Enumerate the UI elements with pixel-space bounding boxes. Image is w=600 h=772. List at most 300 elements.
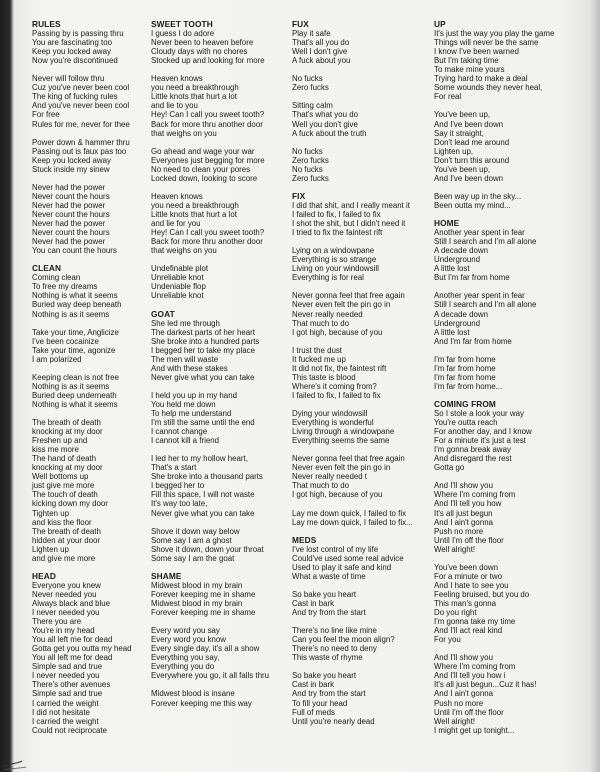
stanza [151, 391, 269, 445]
lyric-line: I shot the shit, but I didn't need it [292, 219, 406, 229]
lyric-line: Locked down, looking to score [151, 173, 258, 183]
lyric-line: Cast in bark [292, 680, 335, 690]
lyric-line: Forever keeping me this way [151, 698, 252, 708]
lyric-line: You're outta reach [434, 418, 498, 428]
lyric-line: For you [434, 635, 461, 645]
lyric-line: And I'll act real kind [434, 626, 503, 636]
lyric-line: Simple sad and true [32, 662, 103, 672]
lyric-line: A decade down [434, 309, 488, 319]
lyric-line: And I'll show you [434, 481, 493, 491]
stanza [151, 454, 269, 517]
lyric-line: that weighs on you [151, 128, 217, 138]
lyric-line: Stuck inside my sinew [32, 164, 110, 174]
lyric-line: Nothing is as it seems [32, 381, 110, 391]
lyric-line: No fucks [292, 164, 323, 174]
stanza [434, 228, 554, 282]
lyric-line: She led me through [151, 318, 220, 328]
lyric-line: you need a breakthrough [151, 200, 239, 210]
lyric-line: Living on your windowsill [292, 264, 379, 274]
lyric-line: For a minute it's just a test [434, 436, 526, 446]
lyrics-column-1 [32, 20, 132, 744]
stanza [292, 201, 413, 237]
lyric-line: Used to play it safe and kind [292, 562, 392, 572]
lyric-line: That's a start [151, 463, 197, 473]
stanza [434, 481, 554, 553]
lyric-line: So bake you heart [292, 671, 357, 681]
song-title: RULES [32, 19, 61, 29]
lyric-line: Zero fucks [292, 173, 329, 183]
lyric-line: A fuck about the truth [292, 128, 367, 138]
lyric-line: kiss me more [32, 445, 79, 455]
lyric-line: that weighs on you [151, 246, 217, 256]
lyric-line: Never had the power [32, 200, 106, 210]
lyric-line: Never had the power [32, 182, 106, 192]
stanza [151, 74, 269, 137]
lyric-line: Gotta go [434, 463, 465, 473]
lyric-line: Never even felt the pin go in [292, 463, 391, 473]
lyric-line: knocking at my door [32, 463, 103, 473]
stanza [151, 527, 269, 563]
lyric-line: Everything seems the same [292, 436, 390, 446]
stanza [292, 29, 413, 65]
song-block [292, 192, 413, 527]
lyric-line: To help me understand [151, 409, 232, 419]
lyric-line: and kiss the floor [32, 517, 92, 527]
lyric-line: Cast in bark [292, 599, 335, 608]
song-block [151, 572, 269, 708]
song-title: FIX [292, 190, 306, 201]
lyric-line: Say it straight, [434, 128, 484, 138]
lyric-line: I held you up in my hand [151, 390, 237, 400]
lyric-line: Heaven knows [151, 74, 203, 84]
lyric-line: you need a breakthrough [151, 83, 239, 93]
lyric-line: and lie for you [151, 219, 201, 229]
stanza [32, 273, 132, 318]
lyric-line: A little lost [434, 264, 470, 274]
lyric-line: Tighten up [32, 508, 69, 518]
lyric-line: I'm far from home [434, 354, 496, 364]
lyric-line: I've lost control of my life [292, 544, 379, 554]
lyric-line: Push no more [434, 526, 484, 536]
lyric-line: Where I'm coming from [434, 490, 516, 500]
lyric-line: Could've used some real advice [292, 553, 404, 563]
lyric-line: I did that shit, and I really meant it [292, 200, 410, 210]
lyric-line: The breath of death [32, 526, 101, 536]
lyric-line: Been outta my mind... [434, 200, 511, 210]
lyric-line: Could not reciprocate [32, 725, 108, 735]
lyric-line: Sitting calm [292, 101, 333, 111]
lyrics-column-2 [151, 20, 269, 717]
stanza [32, 418, 132, 563]
lyric-line: Forever keeping me in shame [151, 608, 256, 618]
song-title: SHAME [151, 570, 182, 581]
lyric-line: Hey! Can I call you sweet tooth? [151, 110, 265, 120]
stanza [32, 138, 132, 174]
lyric-line: Still I search and I'm all alone [434, 237, 537, 247]
lyric-line: Cuz you've never been cool [32, 83, 130, 93]
lyric-line: And you've never been cool [32, 101, 130, 111]
lyric-line: Never needed you [32, 589, 97, 599]
lyric-line: Dying your windowsill [292, 409, 368, 419]
stanza [292, 147, 413, 183]
stanza [151, 689, 269, 707]
stanza [32, 183, 132, 255]
lyric-line: Every word you say [151, 626, 220, 636]
lyric-line: knocking at my door [32, 427, 103, 437]
lyric-line: That much to do [292, 318, 350, 328]
song-block [434, 20, 554, 210]
lyric-line: This waste of rhyme [292, 653, 363, 663]
lyric-line: Trying hard to make a deal [434, 74, 528, 84]
lyric-line: You held me down [151, 399, 216, 409]
lyric-line: I'm gonna take my time [434, 617, 516, 627]
lyric-line: I trust the dust [292, 345, 342, 355]
lyric-line: But I'm taking time [434, 56, 499, 66]
lyric-line: This man's gonna [434, 599, 497, 608]
stanza [434, 563, 554, 644]
lyric-line: For real [434, 92, 462, 102]
lyric-line: Everywhere you go, it all falls thru [151, 671, 269, 681]
lyric-line: Lying on a windowpane [292, 246, 375, 256]
lyric-line: Some wounds they never heal, [434, 83, 543, 93]
lyric-line: There's no line like mine [292, 626, 377, 636]
lyric-line: Feeling bruised, but you do [434, 589, 530, 599]
lyric-line: I failed to fix, I failed to fix [292, 390, 381, 400]
lyric-line: Unreliable knot [151, 291, 204, 301]
lyric-line: Freshen up and [32, 436, 88, 446]
song-title: SWEET TOOTH [151, 19, 213, 29]
lyric-line: Still I search and I'm all alone [434, 300, 537, 310]
lyric-line: hidden at your door [32, 535, 100, 545]
lyric-line: Everything you say, [151, 653, 220, 663]
lyric-line: Living through a windowpane [292, 427, 395, 437]
stanza [292, 454, 413, 499]
lyric-line: Some say I am the goat [151, 553, 235, 563]
lyric-line: For free [32, 110, 60, 120]
lyric-line: Little knots that hurt a lot [151, 209, 237, 219]
lyric-line: Until I'm off the floor [434, 535, 504, 545]
stanza [434, 110, 554, 182]
lyric-line: So I stole a look your way [434, 409, 524, 419]
lyric-line: Everything is for real [292, 273, 364, 283]
lyric-line: The breath of death [32, 418, 101, 428]
stanza [151, 319, 269, 382]
lyric-line: Stocked up and looking for more [151, 56, 265, 66]
lyric-line: Do you right [434, 608, 477, 618]
lyric-line: Where's it coming from? [292, 381, 377, 391]
lyric-line: Well you don't give [292, 119, 358, 129]
lyric-line: Well I don't give [292, 47, 348, 57]
lyric-line: Until I'm off the floor [434, 707, 504, 717]
lyric-line: Never really needed t [292, 472, 368, 482]
stanza [292, 246, 413, 282]
lyric-line: and lie to you [151, 101, 198, 111]
stanza [151, 147, 269, 183]
lyric-line: What a waste of time [292, 571, 366, 581]
lyric-line: And I'll show you [434, 653, 493, 663]
stanza [292, 101, 413, 137]
lyric-line: Don't turn this around [434, 155, 510, 165]
lyric-line: Lay me down quick, I failed to fix [292, 508, 407, 518]
lyric-line: Everyone you knew [32, 580, 101, 590]
lyric-line: And I'm far from home [434, 336, 512, 346]
lyric-line: That's all you do [292, 38, 350, 48]
stanza [32, 29, 132, 65]
stanza [32, 581, 132, 735]
lyric-line: Can you feel the moon align? [292, 635, 395, 645]
stanza [292, 590, 413, 617]
stanza [292, 509, 413, 527]
lyric-line: You've been up, [434, 110, 491, 120]
lyric-line: That much to do [292, 481, 350, 491]
lyric-line: I carried the weight [32, 698, 99, 708]
lyric-line: Lay me down quick, I failed to fix... [292, 517, 413, 527]
lyrics-column-3 [292, 20, 413, 735]
song-title: HOME [434, 218, 460, 229]
lyric-line: There you are [32, 617, 82, 627]
lyric-line: It fucked me up [292, 354, 346, 364]
lyric-line: Never been to heaven before [151, 38, 254, 48]
lyric-line: kicking down my door [32, 499, 108, 509]
lyric-line: Little knots that hurt a lot [151, 92, 237, 102]
lyrics-column-4 [434, 20, 554, 744]
lyric-line: And I've been down [434, 119, 504, 129]
lyric-line: I failed to fix, I failed to fix [292, 209, 381, 219]
lyric-line: Always black and blue [32, 599, 111, 608]
song-title: UP [434, 19, 446, 29]
lyric-line: Unreliable knot [151, 273, 204, 283]
lyric-line: Back for more thru another door [151, 119, 263, 129]
lyric-line: Well alright! [434, 716, 476, 726]
lyric-line: I led her to my hollow heart, [151, 454, 248, 464]
lyric-line: And with these stakes [151, 363, 228, 373]
song-block [292, 536, 413, 726]
stanza [292, 626, 413, 662]
lyric-line: I tried to fix the faintest rift [292, 228, 383, 238]
lyric-line: Keep you locked away [32, 47, 111, 57]
lyric-line: Keeping clean is not free [32, 372, 119, 382]
lyric-line: The hand of death [32, 454, 97, 464]
lyric-line: Go ahead and wage your war [151, 146, 255, 156]
lyric-line: And I hate to see you [434, 580, 509, 590]
lyric-line: Where I'm coming from [434, 662, 516, 672]
lyric-line: To make mine yours [434, 65, 505, 75]
lyric-line: The men will waste [151, 354, 219, 364]
stanza [434, 409, 554, 472]
lyric-line: Undeniable flop [151, 282, 206, 292]
lyric-line: Play it safe [292, 29, 331, 39]
lyric-line: I know I've been warned [434, 47, 519, 57]
stanza [292, 346, 413, 400]
stanza [434, 29, 554, 101]
stanza [151, 29, 269, 65]
lyric-line: I'm still the same until the end [151, 418, 255, 428]
lyric-line: For a minute or two [434, 571, 502, 581]
lyric-line: I've been cocainize [32, 336, 99, 346]
lyric-line: I'm far from home... [434, 381, 503, 391]
lyric-line: Full of meds [292, 707, 335, 717]
lyric-line: And disregard the rest [434, 454, 512, 464]
lyric-line: You've been up, [434, 164, 491, 174]
stanza [292, 74, 413, 92]
lyric-line: And try from the start [292, 608, 366, 618]
lyric-line: I'm gonna break away [434, 445, 511, 455]
lyric-line: Never count the hours [32, 228, 110, 238]
lyric-line: For another day, and I know [434, 427, 532, 437]
lyric-line: Everything is so strange [292, 255, 377, 265]
stanza [292, 409, 413, 445]
lyric-line: It did not fix, the faintest rift [292, 363, 387, 373]
song-title: FUX [292, 19, 309, 29]
lyric-line: A fuck about you [292, 56, 351, 66]
lyric-line: Shove it down way below [151, 526, 240, 536]
lyric-line: Gotta get you outta my head [32, 644, 132, 654]
lyric-line: Now you're discontinued [32, 56, 118, 66]
lyric-line: Until you're nearly dead [292, 716, 375, 726]
lyric-line: Zero fucks [292, 155, 329, 165]
lyric-line: There's no need to deny [292, 644, 377, 654]
lyric-line: You all left me for dead [32, 635, 113, 645]
lyric-line: Never had the power [32, 237, 106, 247]
lyric-line: It's all just begun...Cuz it has! [434, 680, 537, 690]
lyric-line: Been way up in the sky... [434, 191, 522, 201]
song-block [151, 310, 269, 563]
lyric-line: A little lost [434, 327, 470, 337]
lyric-line: I might get up tonight... [434, 725, 515, 735]
lyric-line: Power down & hammer thru [32, 137, 130, 147]
song-block [434, 400, 554, 735]
lyric-line: Heaven knows [151, 191, 203, 201]
stanza [292, 671, 413, 725]
lyric-line: I did not hesitate [32, 707, 90, 717]
lyric-line: Every single day, it's all a show [151, 644, 260, 654]
lyric-line: just give me more [32, 481, 95, 491]
lyric-line: But I'm far from home [434, 273, 510, 283]
lyric-line: Midwest blood is insane [151, 689, 235, 699]
lyric-line: Fill this space, I will not waste [151, 490, 255, 500]
lyric-line: Midwest blood in my brain [151, 599, 243, 608]
lyric-line: And try from the start [292, 689, 366, 699]
song-title: COMING FROM [434, 398, 496, 409]
lyric-line: Nothing is what it seems [32, 399, 118, 409]
lyric-line: She broke into a thousand parts [151, 472, 263, 482]
stanza [151, 264, 269, 300]
lyric-line: And I'll tell you how [434, 499, 502, 509]
lyric-line: She broke into a hundred parts [151, 336, 260, 346]
stanza [151, 192, 269, 255]
lyric-line: The king of fucking rules [32, 92, 118, 102]
lyric-line: This taste is blood [292, 372, 356, 382]
lyric-line: Lighten up [32, 544, 69, 554]
lyric-line: Undefinable plot [151, 264, 209, 274]
lyric-line: To free my dreams [32, 282, 98, 292]
lyric-line: Simple sad and true [32, 689, 103, 699]
lyric-line: I carried the weight [32, 716, 99, 726]
lyric-line: Take your time, Anglicize [32, 327, 119, 337]
stanza [151, 626, 269, 680]
lyric-line: And I'll tell you how i [434, 671, 506, 681]
lyric-line: Keep you locked away [32, 155, 111, 165]
lyric-line: I begged her to [151, 481, 205, 491]
stanza [434, 291, 554, 345]
lyric-line: Some say I am a ghost [151, 535, 232, 545]
song-block [32, 20, 132, 255]
stanza [434, 653, 554, 734]
lyric-line: Cloudy days with no chores [151, 47, 248, 57]
lyric-line: No fucks [292, 146, 323, 156]
lyric-line: I cannot kill a friend [151, 436, 219, 446]
lyric-line: Another year spent in fear [434, 228, 525, 238]
lyric-line: Never even felt the pin go in [292, 300, 391, 310]
lyric-line: There's other avenues [32, 680, 111, 690]
lyric-line: Never will follow thru [32, 74, 105, 84]
lyric-line: And I ain't gonna [434, 689, 493, 699]
lyric-line: Nothing is as it seems [32, 309, 110, 319]
lyric-line: Rules for me, never for thee [32, 119, 130, 129]
stanza [434, 192, 554, 210]
lyric-line: You've been down [434, 562, 498, 572]
stanza [292, 291, 413, 336]
lyric-line: Passing by is passing thru [32, 29, 124, 39]
lyric-line: Everything is wonderful [292, 418, 374, 428]
lyric-line: A decade down [434, 246, 488, 256]
lyric-line: It's just the way you play the game [434, 29, 555, 39]
stanza [32, 74, 132, 128]
lyric-line: To fill your head [292, 698, 348, 708]
song-block [292, 20, 413, 183]
lyric-line: Nothing is what it seems [32, 291, 118, 301]
lyric-line: Never give what you can take [151, 508, 255, 518]
lyric-line: Never count the hours [32, 209, 110, 219]
lyric-line: Push no more [434, 698, 484, 708]
lyric-line: Midwest blood in my brain [151, 580, 243, 590]
lyric-line: You can count the hours [32, 246, 117, 256]
song-title: CLEAN [32, 263, 62, 274]
stanza [32, 373, 132, 409]
lyric-line: I'm far from home [434, 372, 496, 382]
lyric-line: I got high, because of you [292, 490, 383, 500]
lyric-line: Underground [434, 318, 481, 328]
stanza [434, 355, 554, 391]
stanza [32, 328, 132, 364]
lyric-line: Back for more thru another door [151, 237, 263, 247]
lyric-line: So bake you heart [292, 589, 357, 599]
song-title: GOAT [151, 308, 175, 319]
lyric-line: You're in my head [32, 626, 95, 636]
lyric-line: The darkest parts of her heart [151, 327, 255, 337]
lyric-line: Never had the power [32, 219, 106, 229]
lyric-line: Well alright! [434, 544, 476, 554]
stanza [292, 545, 413, 581]
pen-mark-icon [0, 752, 30, 772]
lyric-line: The touch of death [32, 490, 98, 500]
lyric-line: Another year spent in fear [434, 291, 525, 301]
lyric-line: I'm far from home [434, 363, 496, 373]
lyric-line: Every word you know [151, 635, 226, 645]
stanza [151, 581, 269, 617]
lyric-line: Forever keeping me in shame [151, 589, 256, 599]
song-block [32, 264, 132, 563]
song-title: MEDS [292, 534, 317, 545]
lyric-line: I never needed you [32, 671, 100, 681]
lyric-line: Buried deep underneath [32, 390, 117, 400]
song-title: HEAD [32, 570, 56, 581]
lyric-line: Shove it down, down your throat [151, 544, 264, 554]
lyric-line: Well bottoms up [32, 472, 89, 482]
lyric-line: Buried way deep beneath [32, 300, 122, 310]
lyric-line: and give me more [32, 553, 96, 563]
song-block [434, 219, 554, 391]
